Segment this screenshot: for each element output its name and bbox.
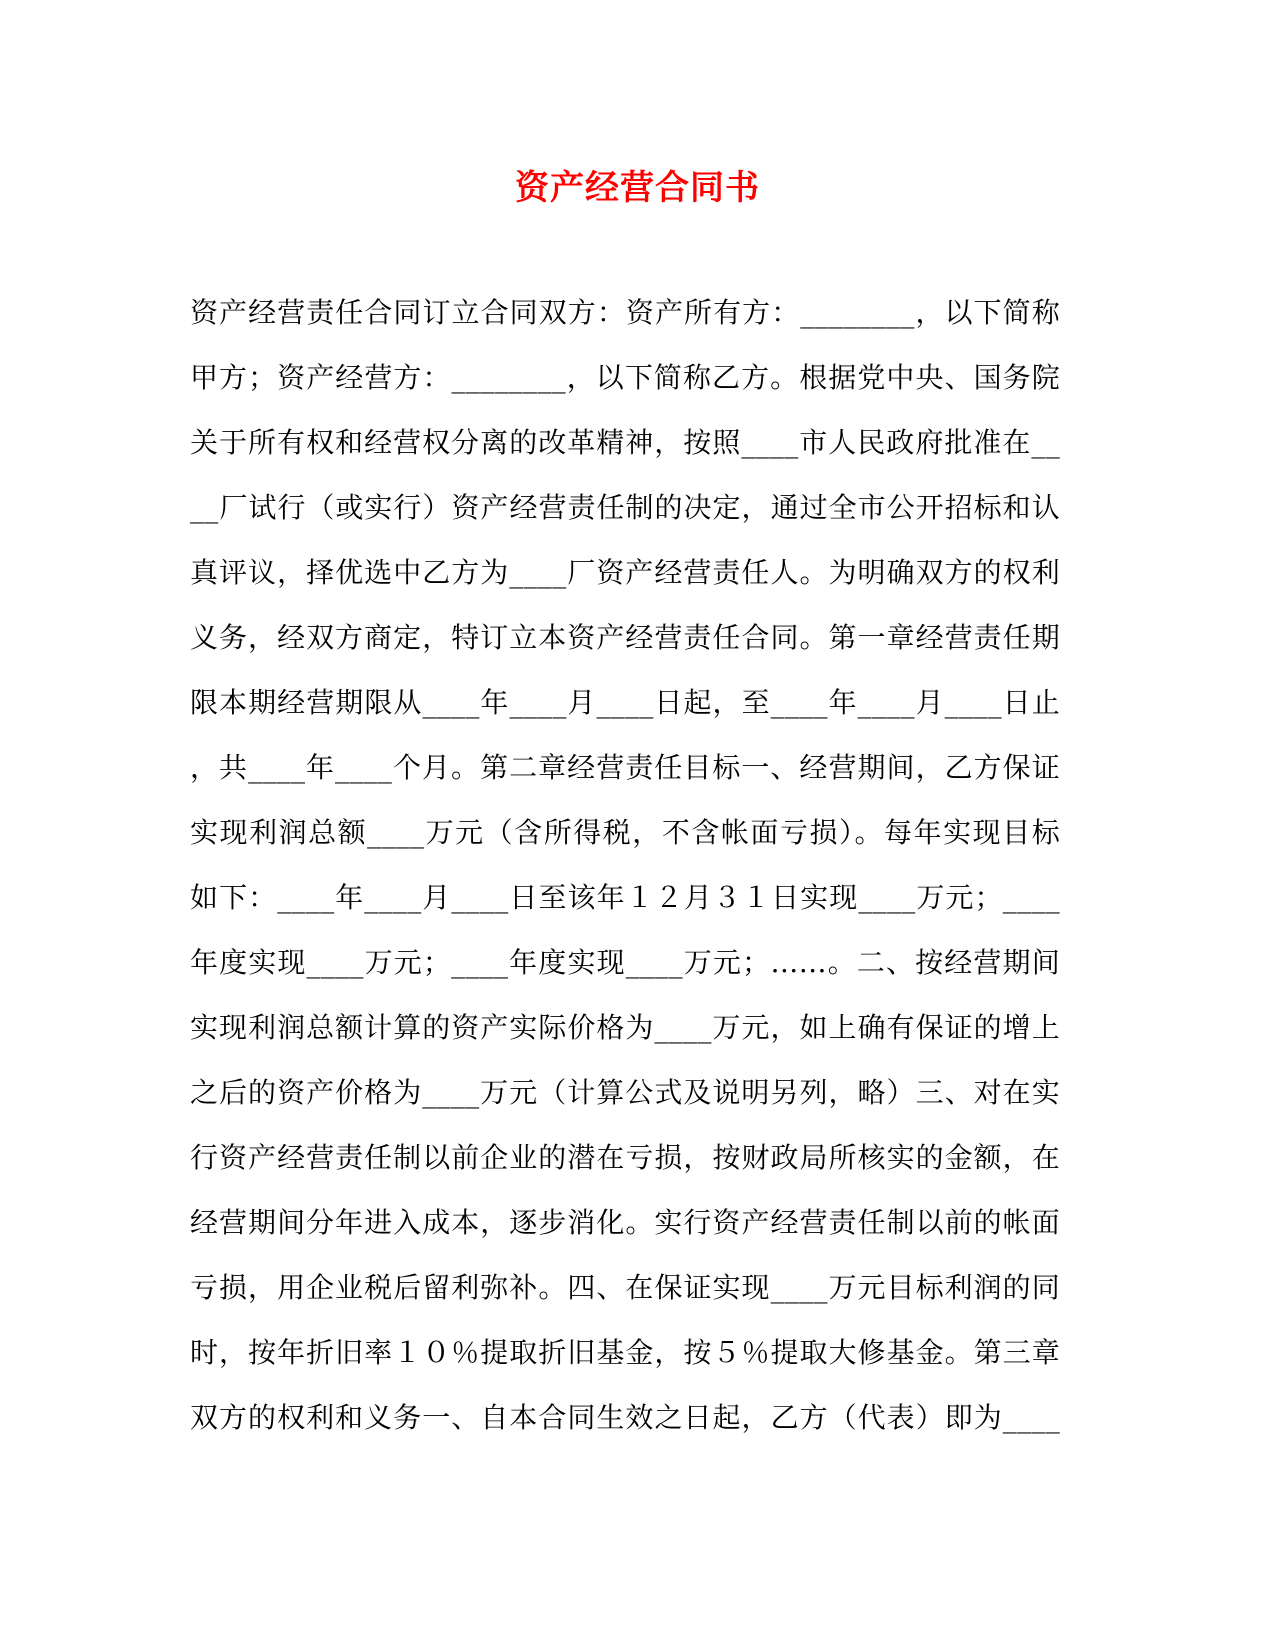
document-body bbox=[190, 280, 1060, 1450]
document-title: 资产经营合同书 bbox=[515, 168, 760, 208]
body-line: ，共____年____个月。第二章经营责任目标一、经营期间，乙方保证 bbox=[190, 751, 1060, 784]
body-line: 限本期经营期限从____年____月____日起，至____年____月____日止 bbox=[190, 686, 1060, 719]
body-line: 时，按年折旧率１０％提取折旧基金，按５％提取大修基金。第三章 bbox=[190, 1336, 1060, 1369]
body-line: 亏损，用企业税后留利弥补。四、在保证实现____万元目标利润的同 bbox=[190, 1271, 1060, 1304]
body-line: 关于所有权和经营权分离的改革精神，按照____市人民政府批准在__ bbox=[190, 426, 1060, 459]
body-line: 资产经营责任合同订立合同双方：资产所有方：________，以下简称 bbox=[190, 296, 1060, 329]
body-line: 义务，经双方商定，特订立本资产经营责任合同。第一章经营责任期 bbox=[190, 621, 1060, 654]
body-line: __厂试行（或实行）资产经营责任制的决定，通过全市公开招标和认 bbox=[190, 491, 1060, 524]
body-line: 之后的资产价格为____万元（计算公式及说明另列，略）三、对在实 bbox=[190, 1076, 1060, 1109]
body-line: 如下：____年____月____日至该年１２月３１日实现____万元；____ bbox=[190, 881, 1060, 914]
body-line: 真评议，择优选中乙方为____厂资产经营责任人。为明确双方的权利 bbox=[190, 556, 1060, 589]
body-line: 双方的权利和义务一、自本合同生效之日起，乙方（代表）即为____ bbox=[190, 1401, 1060, 1434]
body-line: 实现利润总额____万元（含所得税，不含帐面亏损）。每年实现目标 bbox=[190, 816, 1060, 849]
body-line: 实现利润总额计算的资产实际价格为____万元，如上确有保证的增上 bbox=[190, 1011, 1060, 1044]
body-line: 经营期间分年进入成本，逐步消化。实行资产经营责任制以前的帐面 bbox=[190, 1206, 1060, 1239]
body-line: 年度实现____万元；____年度实现____万元；……。二、按经营期间 bbox=[190, 946, 1060, 979]
body-line: 甲方；资产经营方：________，以下简称乙方。根据党中央、国务院 bbox=[190, 361, 1060, 394]
body-line: 行资产经营责任制以前企业的潜在亏损，按财政局所核实的金额，在 bbox=[190, 1141, 1060, 1174]
